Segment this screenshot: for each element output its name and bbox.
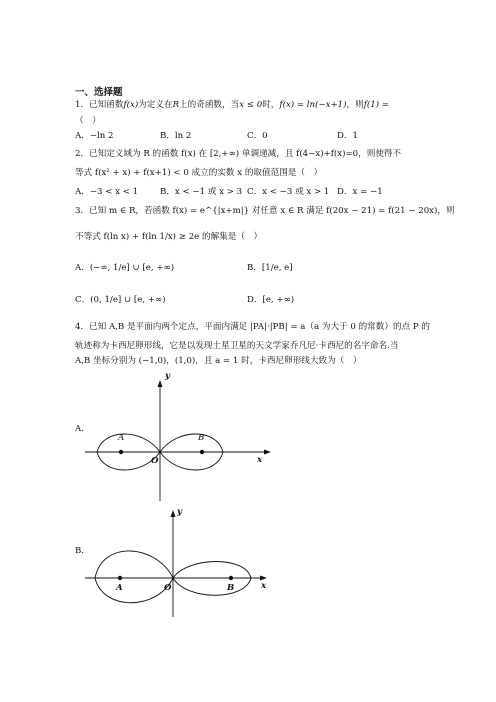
O-label: O — [151, 456, 159, 466]
option-text: (0, 1/e] ∪ [e, +∞) — [90, 295, 166, 305]
option-letter: C． — [75, 295, 91, 305]
option-text: x < −3 或 x > 1 — [262, 187, 330, 197]
q1-option-d[interactable] — [337, 131, 358, 142]
q4-graph-b[interactable] — [85, 505, 285, 625]
q2-option-d[interactable] — [337, 187, 383, 198]
option-letter: B． — [160, 187, 175, 197]
question-2-line-1: 2．已知定义域为 R 的函数 f(x) 在 [2,+∞) 单调递减，且 f(4−x)+f(x)=0，则使得不 — [75, 149, 402, 159]
option-text: −ln 2 — [89, 131, 114, 141]
O-label: O — [164, 583, 172, 593]
A-label: A — [116, 583, 123, 593]
option-letter: D． — [247, 295, 263, 305]
q3-option-b[interactable] — [247, 263, 293, 274]
q2-option-c[interactable] — [247, 187, 329, 198]
q1-text-e: ，则 — [346, 100, 364, 110]
graph-a-svg — [85, 373, 285, 503]
q4-graph-a[interactable] — [85, 373, 285, 503]
option-text: −3 < x < 1 — [89, 187, 139, 197]
q2-option-a[interactable] — [75, 187, 138, 198]
option-letter: A． — [75, 131, 90, 141]
option-letter: B． — [160, 131, 175, 141]
y-axis-arrow — [171, 510, 176, 517]
option-letter: C． — [247, 187, 263, 197]
q1-cond: x ≤ 0 — [239, 100, 263, 110]
option-letter: C． — [247, 131, 263, 141]
question-1-line-2: （ ） — [75, 116, 101, 126]
question-1-line-1 — [75, 100, 389, 111]
option-text: ln 2 — [174, 131, 192, 141]
y-label: y — [177, 507, 182, 517]
question-3-line-2: 不等式 f(ln x) + f(ln 1/x) ≥ 2e 的解集是（ ） — [75, 232, 263, 242]
q1-text-b: 为定义在 — [138, 100, 173, 110]
option-text: 1 — [352, 131, 358, 141]
q3-option-d[interactable] — [247, 295, 294, 306]
x-label: x — [257, 455, 263, 465]
q2-option-b[interactable] — [160, 187, 242, 198]
q1-R: R — [172, 100, 180, 110]
option-text: [1/e, e] — [261, 263, 293, 273]
x-axis-arrow — [260, 576, 267, 581]
q1-text-c: 上的奇函数，当 — [179, 100, 240, 110]
question-3-line-1: 3．已知 m ∈ R，若函数 f(x) = e^{|x+m|} 对任意 x ∈ R 满足 f(20x − 21) = f(21 − 20x)，则 — [75, 206, 455, 216]
q1-expr: f(x) = ln(−x+1) — [279, 100, 347, 110]
point-B — [229, 576, 233, 580]
y-axis-arrow — [158, 380, 163, 387]
x-label: x — [261, 581, 267, 591]
option-letter: A． — [75, 263, 90, 273]
question-4-line-2: 轨迹称为卡西尼卵形线，它是以发现土星卫星的天文学家乔凡尼·卡西尼的名字命名.当 — [75, 341, 399, 351]
option-letter: D． — [337, 131, 353, 141]
option-text: x < −1 或 x > 3 — [174, 187, 243, 197]
q4-option-b-letter[interactable]: B． — [75, 546, 90, 556]
option-letter: B． — [247, 263, 262, 273]
section-title: 一、选择题 — [75, 87, 123, 98]
option-text: 0 — [262, 131, 268, 141]
question-2-line-2: 等式 f(x² + x) + f(x+1) < 0 成立的实数 x 的取值范围是（ ） — [75, 168, 323, 178]
point-B — [200, 450, 204, 454]
question-4-line-1: 4．已知 A,B 是平面内两个定点，平面内满足 |PA|·|PB| = a（a 为大于 0 的常数）的点 P 的 — [75, 322, 430, 332]
option-text: x = −1 — [352, 187, 383, 197]
q1-text-a: 1．已知函数 — [75, 100, 124, 110]
A-label: A — [118, 433, 125, 443]
q1-option-c[interactable] — [247, 131, 268, 142]
q1-option-b[interactable] — [160, 131, 191, 142]
q1-fx: f(x) — [123, 100, 139, 110]
point-A — [119, 450, 123, 454]
B-label: B — [227, 583, 235, 593]
x-axis-arrow — [264, 450, 271, 455]
option-text: [e, +∞) — [262, 295, 295, 305]
y-label: y — [165, 371, 170, 381]
question-4-line-3: A,B 坐标分别为 (−1,0)，(1,0)，且 a = 1 时，卡西尼卵形线大致为（ ） — [75, 356, 362, 366]
B-label: B — [198, 433, 205, 443]
q1-text-d: 时， — [262, 100, 280, 110]
q1-option-a[interactable] — [75, 131, 114, 142]
option-letter: A． — [75, 187, 90, 197]
graph-b-svg — [85, 505, 285, 625]
point-A — [118, 576, 122, 580]
q3-option-c[interactable] — [75, 295, 166, 306]
q4-option-a-letter[interactable]: A． — [75, 424, 90, 434]
option-text: (−∞, 1/e] ∪ [e, +∞) — [89, 263, 175, 273]
option-letter: D． — [337, 187, 353, 197]
q3-option-a[interactable] — [75, 263, 174, 274]
q1-ask: f(1) = — [363, 100, 390, 110]
